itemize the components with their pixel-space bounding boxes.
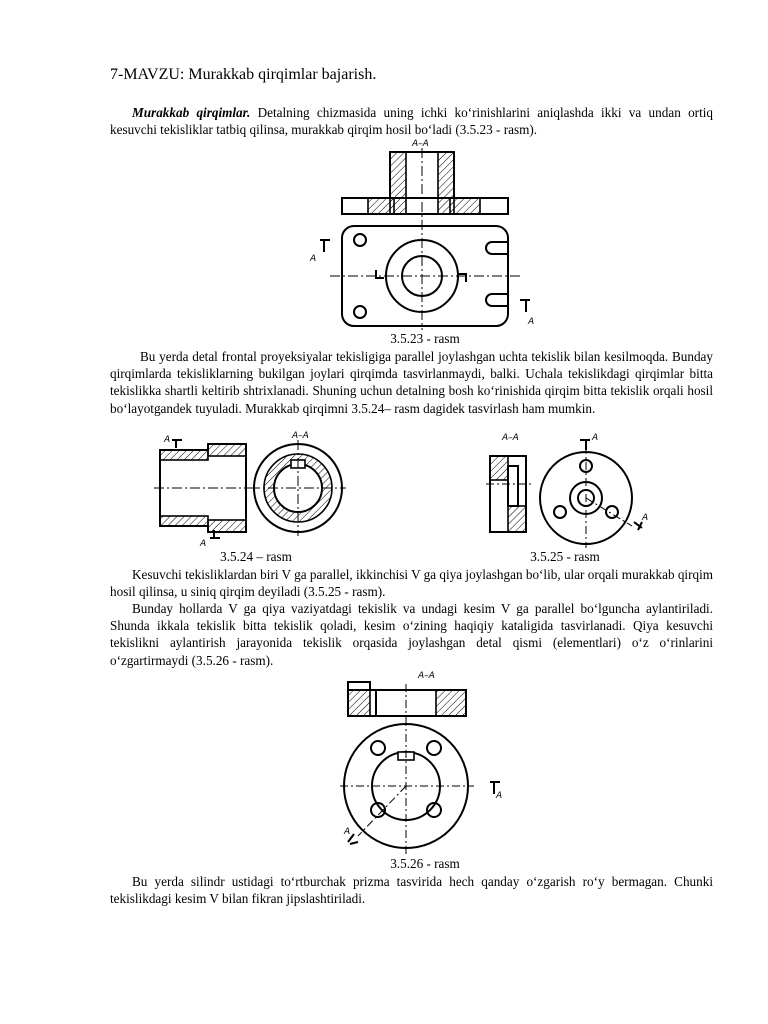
figure-3-5-23 (300, 136, 540, 332)
paragraph-4: Bunday hollarda V ga qiya vaziyatdagi tekislik va undagi kesim V ga parallel bo‘lguncha aylantiriladi. Shunda ikkala tekislik bitta tekislik qoladi, kesim o‘zining haqiqiy kataligida tasvirlanadi. Qiya kesuvchi tekislikni aylantirish jarayonida tekislik orqasida joylashgan detal qismi (elementlari) o‘z o‘rinlarini o‘zgartirmaydi (3.5.26 - rasm). (110, 601, 713, 668)
plane-label-top: A (164, 435, 171, 445)
paragraph-5: Bu yerda silindr ustidagi to‘rtburchak prizma tasvirida hech qanday o‘zgarish ro‘y bermagan. Chunki tekislikdagi kesim V bilan fikran jipslashtiriladi. (110, 874, 713, 907)
plane-label-right: A (642, 513, 649, 523)
page-title: 7-MAVZU: Murakkab qirqimlar bajarish. (110, 66, 377, 83)
caption-3-5-25: 3.5.25 - rasm (530, 549, 600, 564)
plane-label-top: A (592, 433, 599, 443)
paragraph-3: Kesuvchi tekisliklardan biri V ga parallel, ikkinchisi V ga qiya joylashgan bo‘lib, ular orqali murakkab qirqim hosil qilinsa, u siniq qirqim deyiladi (3.5.25 - rasm). (110, 567, 713, 600)
caption-3-5-26: 3.5.26 - rasm (390, 856, 460, 871)
figure-3-5-24 (150, 430, 350, 548)
paragraph-1-text: Detalning chizmasida uning ichki ko‘rinishlarini aniqlashda ikki va undan ortiq kesuvchi tekisliklar tatbiq qilinsa, murakkab qirqim hosil bo‘ladi (3.5.23 - rasm). (110, 105, 713, 138)
section-label: A–A (292, 431, 309, 441)
paragraph-2: Bu yerda detal frontal proyeksiyalar tekisligiga parallel joylashgan uchta tekislik bilan kesilmoqda. Bunday qirqimlarda tekisliklarning bukilgan joylari qirqimda tasvirlanmaydi, balki. Uchala tekislikdagi qirqimlar bitta tekislikka shartli keltirib shtrixlanadi. Shuning uchun detalning bosh ko‘rinishida qirqim bitta tekislik orqali hosil bo‘layotgandek tuyuladi. Murakkab qirqimni 3.5.24– rasm dagidek tasvirlash ham mumkin. (110, 349, 713, 416)
paragraph-1-lead: Murakkab qirqimlar. (132, 105, 251, 120)
caption-3-5-23: 3.5.23 - rasm (390, 331, 460, 346)
paragraph-1 (110, 104, 713, 138)
section-label: A–A (418, 671, 435, 681)
plane-label-right: A (528, 317, 535, 327)
caption-3-5-24: 3.5.24 – rasm (220, 549, 292, 564)
figure-3-5-26 (340, 668, 520, 856)
plane-label-right: A (496, 791, 503, 801)
plane-label-left: A (310, 254, 317, 264)
section-label: A–A (412, 139, 429, 149)
figure-3-5-25 (482, 430, 662, 548)
section-label: A–A (502, 433, 519, 443)
plane-label-bottom: A (344, 827, 351, 837)
plane-label-bottom: A (200, 539, 207, 549)
